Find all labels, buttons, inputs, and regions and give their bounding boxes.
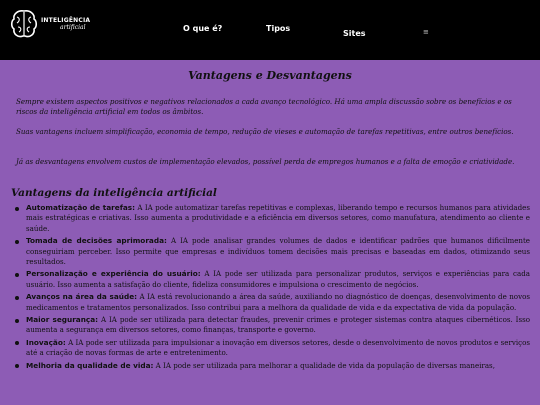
list-item xyxy=(12,292,530,313)
item-term: Maior segurança: xyxy=(26,315,99,325)
item-term: Inovação: xyxy=(26,337,66,347)
main-content xyxy=(0,60,540,405)
top-navigation-bar xyxy=(0,0,540,60)
item-term: Tomada de decisões aprimorada: xyxy=(26,236,167,246)
intro-paragraph-3: Já as desvantagens envolvem custos de implementação elevados, possível perda de empregos humanos e a falta de emoção e criatividade. xyxy=(16,157,515,166)
item-term: Automatização de tarefas: xyxy=(26,203,136,212)
item-term: Personalização e experiência do usuário: xyxy=(26,269,201,279)
item-term: Melhoria da qualidade de vida: xyxy=(26,360,154,370)
nav-link-tipos[interactable]: Tipos xyxy=(266,24,291,33)
advantages-list xyxy=(12,203,530,373)
nav-link-sites[interactable]: Sites xyxy=(343,29,366,38)
list-item xyxy=(12,361,530,371)
intro-paragraph-2: Suas vantagens incluem simplificação, economia de tempo, redução de vieses e automação de tarefas repetitivas, entre outros benefícios. xyxy=(16,127,514,136)
list-item xyxy=(12,269,530,290)
item-text: A IA pode automatizar tarefas repetitivas e complexas, liberando tempo e recursos humanos para atividades mais estratégicas e criativas. Isso aumenta a produtividade e a eficiência em diversos setores, como manufatura, atendimento ao cliente e saúde. xyxy=(26,203,530,233)
item-term: Avanços na área da saúde: xyxy=(26,292,138,302)
list-item xyxy=(12,203,530,234)
logo-title: INTELIGÊNCIA xyxy=(41,17,91,24)
logo-subtitle: artificial xyxy=(60,24,86,31)
item-text: A IA pode ser utilizada para detectar fraudes, prevenir crimes e proteger sistemas contra ataques cibernéticos. Isso aumenta a segurança em diversos setores, como finanças, transporte e governo. xyxy=(26,315,530,335)
intro-paragraph-1: Sempre existem aspectos positivos e negativos relacionados a cada avanço tecnológico. Há uma ampla discussão sobre os benefícios e os riscos da inteligência artificial em todos os âmbitos. xyxy=(16,97,512,116)
list-item xyxy=(12,338,530,359)
brain-icon xyxy=(10,8,38,40)
item-text: A IA pode ser utilizada para melhorar a qualidade de vida da população de diversas maneiras, xyxy=(153,360,495,370)
menu-icon[interactable]: ≡ xyxy=(423,28,429,36)
list-item xyxy=(12,315,530,336)
item-text: A IA pode ser utilizada para personalizar produtos, serviços e experiências para cada usuário. Isso aumenta a satisfação do cliente, fideliza consumidores e impulsiona o crescimento de negócios. xyxy=(26,269,530,289)
item-text: A IA pode ser utilizada para impulsionar a inovação em diversos setores, desde o desenvolvimento de novos produtos e serviços até a criação de novas formas de arte e entretenimento. xyxy=(26,337,530,358)
section-title-advantages: Vantagens da inteligência artificial xyxy=(11,187,217,199)
item-text: A IA pode analisar grandes volumes de dados e identificar padrões que humanos dificilmente conseguiriam perceber. Isso permite que empresas e indivíduos tomem decisões mais precisas e baseadas em dados, otimizando seus resultados. xyxy=(26,236,531,267)
item-text: A IA está revolucionando a área da saúde, auxiliando no diagnóstico de doenças, desenvolvimento de novos medicamentos e tratamentos personalizados. Isso contribui para a melhora da qualidade de vida e da expectativa de vida da população. xyxy=(26,292,530,312)
nav-link-o-que-e[interactable]: O que é? xyxy=(183,24,223,33)
list-item xyxy=(12,236,530,267)
site-logo[interactable] xyxy=(10,8,90,44)
page-title: Vantagens e Desvantagens xyxy=(188,69,352,82)
